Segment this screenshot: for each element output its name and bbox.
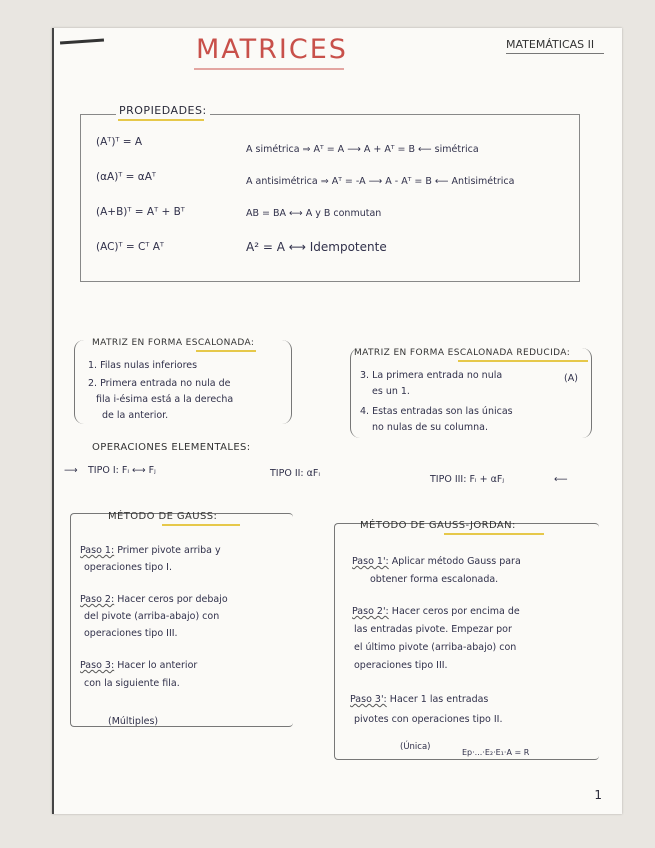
gj-step-2-line-2: las entradas pivote. Empezar por	[354, 624, 512, 635]
prop-left-2: (αA)ᵀ = αAᵀ	[96, 171, 156, 183]
gauss-step-1-line-1: Primer pivote arriba y	[117, 545, 221, 556]
gj-step-1-line-1: Aplicar método Gauss para	[391, 556, 521, 567]
prop-left-3: (A+B)ᵀ = Aᵀ + Bᵀ	[96, 206, 185, 218]
gj-step-2-line-1: Hacer ceros por encima de	[391, 606, 520, 617]
escalonada-item-1: 1. Filas nulas inferiores	[88, 360, 198, 371]
gauss-highlight	[162, 524, 240, 526]
subject-underline	[506, 53, 604, 54]
reducida-tag: (A)	[564, 373, 578, 384]
pen-mark	[60, 38, 104, 44]
gj-step-2-line-4: operaciones tipo III.	[354, 660, 448, 671]
operacion-tipo-1: TIPO I: Fᵢ ⟷ Fⱼ	[88, 465, 156, 476]
gj-extra: Ep·...·E₂·E₁·A = R	[462, 748, 530, 757]
escalonada-item-4: de la anterior.	[102, 410, 169, 421]
operacion-tipo-3: TIPO III: Fᵢ + αFⱼ	[430, 474, 505, 485]
page-title: MATRICES	[196, 34, 348, 65]
gauss-step-2-label: Paso 2:	[80, 594, 115, 605]
operaciones-title: OPERACIONES ELEMENTALES:	[92, 442, 251, 453]
gj-step-2-line-3: el último pivote (arriba-abajo) con	[354, 642, 517, 653]
prop-right-4: A² = A ⟷ Idempotente	[246, 240, 387, 254]
notebook-page	[52, 28, 622, 814]
gauss-step-2	[80, 594, 228, 605]
gj-note: (Única)	[400, 742, 431, 752]
prop-left-1: (Aᵀ)ᵀ = A	[96, 136, 143, 148]
reducida-item-3: 4. Estas entradas son las únicas	[360, 406, 513, 417]
reducida-item-4: no nulas de su columna.	[372, 422, 489, 433]
gj-step-1-line-2: obtener forma escalonada.	[370, 574, 499, 585]
page-number: 1	[594, 788, 602, 802]
prop-right-2: A antisimétrica ⇒ Aᵀ = -A ⟶ A - Aᵀ = B ⟵ Antisimétrica	[246, 176, 515, 187]
propiedades-box	[80, 114, 580, 282]
escalonada-item-2: 2. Primera entrada no nula de	[88, 378, 231, 389]
title-underline	[194, 68, 344, 70]
operacion-tipo-2: TIPO II: αFᵢ	[270, 468, 321, 479]
prop-right-1: A simétrica ⇒ Aᵀ = A ⟶ A + Aᵀ = B ⟵ simétrica	[246, 144, 479, 155]
gauss-step-3-line-1: Hacer lo anterior	[117, 660, 198, 671]
gj-step-1-label: Paso 1':	[352, 556, 389, 567]
escalonada-highlight	[196, 350, 256, 352]
gauss-jordan-title: MÉTODO DE GAUSS-JORDAN:	[360, 520, 516, 531]
escalonada-item-3: fila i-ésima está a la derecha	[96, 394, 234, 405]
subject-label: MATEMÁTICAS II	[506, 38, 595, 51]
escalonada-title: MATRIZ EN FORMA ESCALONADA:	[92, 338, 255, 348]
gj-step-3-line-2: pivotes con operaciones tipo II.	[354, 714, 503, 725]
gauss-note: (Múltiples)	[108, 716, 159, 727]
reducida-item-1: 3. La primera entrada no nula	[360, 370, 503, 381]
prop-right-3: AB = BA ⟷ A y B conmutan	[246, 208, 382, 219]
gauss-step-1-label: Paso 1:	[80, 545, 115, 556]
reducida-highlight	[458, 360, 588, 362]
gauss-step-1	[80, 545, 221, 556]
arrow-left-icon: ⟵	[554, 474, 568, 485]
arrow-right-icon: ⟶	[64, 465, 78, 476]
gauss-step-3	[80, 660, 197, 671]
gauss-step-3-line-2: con la siguiente fila.	[84, 678, 180, 689]
gauss-jordan-highlight	[444, 533, 544, 535]
gj-step-1	[352, 556, 521, 567]
gauss-step-2-line-2: del pivote (arriba-abajo) con	[84, 611, 220, 622]
gauss-step-2-line-3: operaciones tipo III.	[84, 628, 178, 639]
gj-step-2-label: Paso 2':	[352, 606, 389, 617]
propiedades-highlight	[118, 119, 204, 121]
gauss-step-2-line-1: Hacer ceros por debajo	[117, 594, 228, 605]
gauss-step-1-line-2: operaciones tipo I.	[84, 562, 172, 573]
prop-left-4: (AC)ᵀ = Cᵀ Aᵀ	[96, 241, 164, 253]
gauss-step-3-label: Paso 3:	[80, 660, 115, 671]
propiedades-label: PROPIEDADES:	[116, 104, 210, 117]
gj-step-3-line-1: Hacer 1 las entradas	[389, 694, 489, 705]
gj-step-3	[350, 694, 488, 705]
gj-step-3-label: Paso 3':	[350, 694, 387, 705]
gj-step-2	[352, 606, 520, 617]
reducida-item-2: es un 1.	[372, 386, 410, 397]
reducida-title: MATRIZ EN FORMA ESCALONADA REDUCIDA:	[354, 348, 571, 358]
gauss-title: MÉTODO DE GAUSS:	[108, 511, 218, 522]
